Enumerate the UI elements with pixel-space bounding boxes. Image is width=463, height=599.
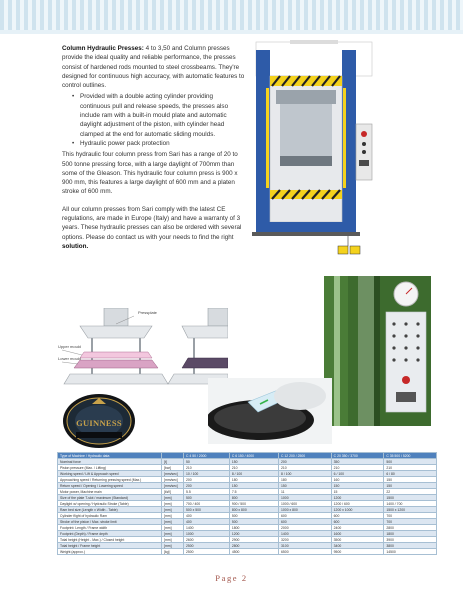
table-value-cell: 500 <box>229 513 278 519</box>
table-unit-cell: [mm] <box>162 537 184 543</box>
top-stripe-band-underline <box>0 30 463 34</box>
table-value-cell: 500 <box>184 495 230 501</box>
table-header-cell: C 35 500 / 5200 <box>384 453 437 459</box>
table-value-cell: 350 <box>331 459 384 465</box>
table-value-cell: 2800 <box>229 543 278 549</box>
table-value-cell: 1600 <box>331 531 384 537</box>
lower-mould-label: Lower mould <box>58 356 81 361</box>
table-value-cell: 150 <box>384 477 437 483</box>
table-value-cell: 160 <box>331 477 384 483</box>
table-value-cell: 150 <box>279 483 332 489</box>
table-value-cell: 7.5 <box>229 489 278 495</box>
table-value-cell: 1800 <box>229 525 278 531</box>
top-stripe-band <box>0 0 463 30</box>
intro-paragraph-3 <box>62 205 245 251</box>
intro-paragraph-2: This hydraulic four column press from Sari has a range of 20 to 500 tonne pressing force, with a large daylight of 700mm than some of the Gleason. This hydraulic four column press is 900 x 900 mm, this features a large daylight of 600 mm and a platen stroke of 600 mm. <box>62 151 238 196</box>
table-unit-cell: [mm] <box>162 525 184 531</box>
table-value-cell: 1000 <box>279 495 332 501</box>
table-row-label: Ram bed size (Length x Width - Table) <box>58 507 162 513</box>
table-value-cell: 600 <box>331 513 384 519</box>
table-value-cell: 1500 x 1200 <box>384 507 437 513</box>
table-value-cell: 2800 <box>384 525 437 531</box>
table-value-cell: 1400 <box>279 531 332 537</box>
table-value-cell: 700 <box>384 519 437 525</box>
column-press-image <box>250 40 378 265</box>
table-unit-cell: [mm] <box>162 519 184 525</box>
table-value-cell: 1200 <box>229 531 278 537</box>
intro-paragraph-3-text: All our column presses from Sari comply with the latest CE regulations, are made in Europe (Italy) and have a warranty of 3 years. These hydraulic presses can also be ordered with several options. Please do contact us with your needs to find the right <box>62 205 242 241</box>
table-value-cell: 400 <box>184 519 230 525</box>
table-row-label: Return speed / Opening / Lowering speed <box>58 483 162 489</box>
table-row-label: Stroke of the piston / Max. stroke limit <box>58 519 162 525</box>
control-panel-press-image <box>324 276 431 426</box>
table-row-label: Working speed / Lift & Approach speed <box>58 471 162 477</box>
table-value-cell: 700 <box>384 513 437 519</box>
table-row-label: Cylinder flight of hydraulic Ram <box>58 513 162 519</box>
table-value-cell: 200 <box>279 459 332 465</box>
table-value-cell: 600 <box>279 519 332 525</box>
table-value-cell: 1200 <box>331 495 384 501</box>
table-unit-cell: [mm/sec] <box>162 471 184 477</box>
table-value-cell: 1500 <box>384 495 437 501</box>
pressplate-label: Pressplate <box>138 310 157 315</box>
table-unit-cell: [mm] <box>162 501 184 507</box>
table-unit-cell: [kg] <box>162 549 184 555</box>
table-value-cell: 3100 <box>279 543 332 549</box>
table-value-cell: 800 <box>229 495 278 501</box>
table-value-cell: 210 <box>184 465 230 471</box>
table-value-cell: 180 <box>229 477 278 483</box>
table-value-cell: 6500 <box>279 549 332 555</box>
table-row-label: Piston pressure (Max. / Lifting) <box>58 465 162 471</box>
table-value-cell: 180 <box>279 477 332 483</box>
table-value-cell: 150 <box>384 483 437 489</box>
table-row-label: Weight (approx.) <box>58 549 162 555</box>
intro-heading: Column Hydraulic Presses: <box>62 45 144 52</box>
table-unit-cell: [mm] <box>162 495 184 501</box>
table-unit-cell: [mm] <box>162 513 184 519</box>
upper-mould-label: Upper mould <box>58 344 81 349</box>
table-value-cell: 10 / 100 <box>184 471 230 477</box>
intro-paragraph-1-text: 4 to 3,50 and Column presses provide the ideal quality and reliable performance, the presses consist of hardened rods mounted to steel crossbeams. They're designed for continuous high accuracy, with automatic features to control outlines. <box>62 45 245 90</box>
table-header-cell: Type of Machine / Hydraulic data <box>58 453 162 459</box>
feature-item: • Provided with a double acting cylinder providing continuous pull and release speeds, the presses also include ram with a built-in mould plate and automatic daylight adjustment of the piston, with cylinder head clamped at the end for automatic sliding moulds. <box>72 92 245 138</box>
table-value-cell: 1400 / 700 <box>384 501 437 507</box>
table-body <box>58 459 437 555</box>
table-value-cell: 210 <box>229 465 278 471</box>
page-number: Page 2 <box>215 573 248 583</box>
table-value-cell: 210 <box>279 465 332 471</box>
table-value-cell: 2500 <box>184 543 230 549</box>
table-row-label: Approaching speed / Returning pressing speed (Max.) <box>58 477 162 483</box>
mould-tray-image <box>208 378 332 444</box>
table-value-cell: 9500 <box>331 549 384 555</box>
table-value-cell: 6 / 80 <box>384 471 437 477</box>
table-row-label: Size of the plate T-slot / maximum (Standard) <box>58 495 162 501</box>
table-value-cell: 6 / 100 <box>331 471 384 477</box>
intro-paragraph-1 <box>62 44 245 90</box>
table-value-cell: 50 <box>184 459 230 465</box>
guinness-tray-image <box>62 390 136 452</box>
table-row-label: Total height (Height - Max.) / Closed height <box>58 537 162 543</box>
feature-item: • Hydraulic power pack protection <box>72 139 245 148</box>
table-value-cell: 400 <box>184 513 230 519</box>
table-value-cell: 15 <box>331 489 384 495</box>
table-unit-cell: [t] <box>162 459 184 465</box>
table-value-cell: 14500 <box>384 549 437 555</box>
table-value-cell: 1200 / 600 <box>331 501 384 507</box>
table-header-cell: C 4 50 / 2000 <box>184 453 230 459</box>
table-value-cell: 3200 <box>279 537 332 543</box>
table-value-cell: 1400 <box>184 525 230 531</box>
table-value-cell: 500 <box>229 519 278 525</box>
table-row-label: Daylight w/ opening / Hydraulic Stroke (Table) <box>58 501 162 507</box>
table-unit-cell: [mm] <box>162 543 184 549</box>
table-value-cell: 1200 x 1000 <box>331 507 384 513</box>
table-value-cell: 500 <box>384 459 437 465</box>
table-value-cell: 3500 <box>331 537 384 543</box>
table-value-cell: 8 / 100 <box>229 471 278 477</box>
table-value-cell: 210 <box>331 465 384 471</box>
table-value-cell: 3400 <box>331 543 384 549</box>
table-value-cell: 600 <box>279 513 332 519</box>
table-value-cell: 22 <box>384 489 437 495</box>
feature-list <box>72 92 245 148</box>
table-value-cell: 11 <box>279 489 332 495</box>
table-unit-cell: [bar] <box>162 465 184 471</box>
table-value-cell: 2900 <box>229 537 278 543</box>
table-value-cell: 2500 <box>184 549 230 555</box>
table-value-cell: 3900 <box>384 537 437 543</box>
table-value-cell: 2600 <box>184 537 230 543</box>
table-value-cell: 4500 <box>229 549 278 555</box>
table-unit-cell: [mm] <box>162 507 184 513</box>
table-value-cell: 2000 <box>279 525 332 531</box>
table-value-cell: 900 / 500 <box>229 501 278 507</box>
table-value-cell: 1000 <box>184 531 230 537</box>
table-value-cell: 1000 x 800 <box>279 507 332 513</box>
table-row-label: Total height / Frame height <box>58 543 162 549</box>
intro-paragraph-3-emphasis: solution. <box>62 242 89 250</box>
table-unit-cell: [mm] <box>162 531 184 537</box>
specification-table <box>57 452 437 555</box>
table-value-cell: 800 x 800 <box>229 507 278 513</box>
table-value-cell: 150 <box>229 459 278 465</box>
table-value-cell: 200 <box>184 477 230 483</box>
table-value-cell: 150 <box>331 483 384 489</box>
table-header-cell: C 12 200 / 2500 <box>279 453 332 459</box>
table-value-cell: 200 <box>184 483 230 489</box>
table-row-label: Footprint (Depth) / Frame depth <box>58 531 162 537</box>
table-row-label: Nominal force <box>58 459 162 465</box>
table-value-cell: 600 <box>331 519 384 525</box>
table-header-cell: C 6 150 / 4000 <box>229 453 278 459</box>
tray-brand-label: GUINNESS <box>76 418 122 428</box>
table-row-label: Footprint: Length / Frame width <box>58 525 162 531</box>
table-unit-cell: [mm/sec] <box>162 477 184 483</box>
table-row-label: Motor power, Machine main <box>58 489 162 495</box>
table-value-cell: 150 <box>229 483 278 489</box>
intro-text <box>62 44 245 253</box>
table-value-cell: 500 x 500 <box>184 507 230 513</box>
table-value-cell: 8 / 100 <box>279 471 332 477</box>
table-value-cell: 5.5 <box>184 489 230 495</box>
table-unit-cell: [mm/sec] <box>162 483 184 489</box>
table-row <box>58 549 437 555</box>
table-value-cell: 2400 <box>331 525 384 531</box>
table-header-cell: C 20 350 / 3700 <box>331 453 384 459</box>
table-value-cell: 210 <box>384 465 437 471</box>
table-value-cell: 1800 <box>384 531 437 537</box>
table-value-cell: 3800 <box>384 543 437 549</box>
table-unit-cell: [kW] <box>162 489 184 495</box>
table-value-cell: 1000 / 600 <box>279 501 332 507</box>
table-value-cell: 700 / 400 <box>184 501 230 507</box>
